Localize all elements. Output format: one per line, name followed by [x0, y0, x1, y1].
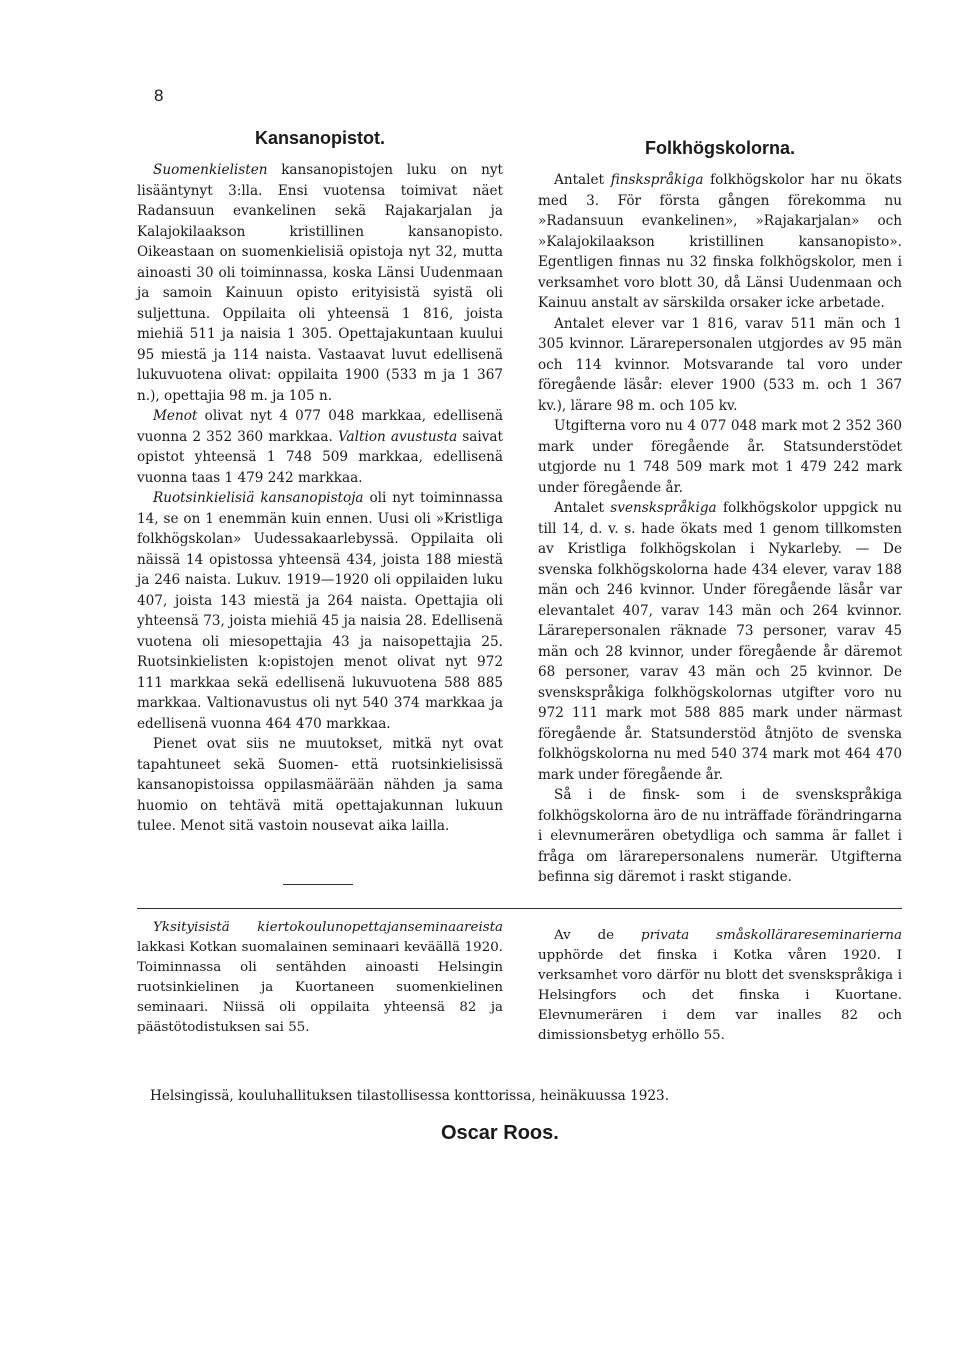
left-footnote: [137, 918, 503, 1038]
text: Antalet: [554, 172, 611, 188]
emphasis: Ruotsinkielisiä kansanopistoja: [153, 490, 364, 506]
text: folkhögskolor uppgick nu till 14, d. v. s. hade ökats med 1 genom tillkomsten av Kristliga folkhögskolan i Nykarleby. — De svenska folkhögskolorna hade 434 elever, varav 188 män och 246 kvinnor. Under föregående läsår var elevantalet 407, varav 143 män och 264 kvinnor. Lärarepersonalen räknade 73 personer, varav 45 män och 28 kvinnor, under föregående år däremot 68 personer, varav 43 män och 25 kvinnor. De svenskspråkiga folkhögskolornas utgifter voro nu 972 111 mark mot 588 885 mark under närmast föregående år. Statsunderstöd åtnjöto de svenska folkhögskolorna nu med 540 374 mark mot 464 470 mark under föregående år.: [538, 500, 902, 783]
emphasis: svenskspråkiga: [610, 500, 717, 516]
right-heading: Folkhögskolorna.: [644, 138, 795, 158]
text: lakkasi Kotkan suomalainen seminaari keväällä 1920. Toiminnassa oli sentähden ainoasti Helsingin ruotsinkielinen ja Kuortaneen suomenkielinen seminaari. Niissä oli oppilaita yhteensä 82 ja päästötodistuksen sai 55.: [137, 940, 503, 1035]
signature: Oscar Roos.: [441, 1122, 559, 1144]
text: olivat nyt 4 077 048 markkaa, edellisenä vuonna 2 352 360 markkaa.: [137, 408, 503, 445]
right-paragraph-5: Så i de finsk- som i de svenskspråkiga folkhögskolorna äro de nu inträffade förändringarna i elevnumerären obetydliga och samma är fallet i fråga om lärarepersonalens numerär. Utgifterna befinna sig däremot i raskt stigande.: [538, 787, 902, 885]
emphasis: finskspråkiga: [610, 172, 704, 188]
section-divider: [283, 884, 353, 885]
right-paragraph-1: [538, 170, 902, 314]
text: oli nyt toiminnassa 14, se on 1 enemmän kuin ennen. Uusi oli »Kristliga folkhögskolan» Uudessakaarlebyssä. Oppilaita oli näissä 14 opistossa yhteensä 434, joista 188 miestä ja 246 naista. Lukuv. 1919—1920 oli oppilaiden luku 407, joista 143 miestä ja 264 naista. Opettajia oli yhteensä 73, joista miehiä 45 ja naisia 28. Edellisenä vuotena oli miesopettajia 43 ja naisopettajia 25. Ruotsinkielisten k:opistojen menot olivat nyt 972 111 markkaa sekä edellisenä lukuvuotena 588 885 markkaa. Valtionavustus oli nyt 540 374 markkaa ja edellisenä vuonna 464 470 markkaa.: [137, 490, 503, 732]
footnote-rule: [137, 908, 902, 909]
left-column: [137, 126, 503, 837]
page-number: 8: [154, 86, 164, 105]
text: upphörde det finska i Kotka våren 1920. I verksamhet voro därför nu blott det svenskspråkiga i Helsingfors och det finska i Kuortane. Elevnumerären i dem var inalles 82 och dimissionsbetyg erhöllo 55.: [538, 948, 902, 1043]
signoff-line: Helsingissä, kouluhallituksen tilastollisessa konttorissa, heinäkuussa 1923.: [150, 1088, 670, 1104]
left-heading: Kansanopistot.: [254, 128, 385, 148]
emphasis: Suomenkielisten: [153, 162, 268, 178]
left-paragraph-2: [137, 406, 503, 488]
right-footnote: [538, 926, 902, 1046]
text: saivat opistot yhteensä 1 748 509 markkaa, edellisenä vuonna taas 1 479 242 markkaa.: [137, 428, 503, 486]
left-footnote-text: [137, 918, 503, 1038]
emphasis: privata småskollärareseminarierna: [641, 928, 902, 943]
emphasis: Yksityisistä kiertokoulunopettajanseminaareista: [153, 920, 503, 935]
text: Antalet: [554, 500, 611, 516]
right-paragraph-2: Antalet elever var 1 816, varav 511 män och 1 305 kvinnor. Lärarepersonalen utgjordes av 95 män och 114 kvinnor. Motsvarande tal voro under föregående läsår: elever 1900 (533 m. och 1 367 kv.), lärare 98 m. och 105 kv.: [538, 315, 902, 414]
left-paragraph-4: Pienet ovat siis ne muutokset, mitkä nyt ovat tapahtuneet sekä Suomen- että ruotsinkielisissä kansanopistoissa oppilasmäärään nähden ja sama huomio on tehtävä mitä opettajakunnan lukuun tulee. Menot sitä vastoin nousevat aika lailla.: [137, 736, 503, 834]
emphasis: Valtion avustusta: [337, 428, 458, 445]
text: folkhögskolor har nu ökats med 3. För första gången förekomma nu »Radansuun evankelinen», »Rajakarjalan» och »Kalajokilaakson kristillinen kansanopisto». Egentligen finnas nu 32 finska folkhögskolor, men i verksamhet voro blott 30, då Länsi Uudenmaan och Kainuu anstalt av särskilda orsaker icke arbetade.: [538, 172, 902, 311]
text: kansanopistojen luku on nyt lisääntynyt 3:lla. Ensi vuotensa toimivat näet Radansuun evankelinen sekä Rajakarjalan ja Kalajokilaakson kristillinen kansanopisto. Oikeastaan on suomenkielisiä opistoja nyt 32, mutta ainoasti 30 oli toiminnassa, koska Länsi Uudenmaan ja samoin Kainuun opisto erityisistä syistä oli suljettuna. Oppilaita oli yhteensä 1 816, joista miehiä 511 ja naisia 1 305. Opettajakuntaan kuului 95 miestä ja 114 naista. Vastaavat luvut edellisenä lukuvuotena olivat: oppilaita 1900 (533 m ja 1 367 n.), opettajia 98 m. ja 105 n.: [137, 162, 503, 404]
emphasis: Menot: [153, 408, 198, 424]
right-paragraph-4: [538, 498, 902, 785]
right-column: [538, 136, 902, 888]
left-paragraph-3: [137, 488, 503, 734]
right-footnote-text: [538, 926, 902, 1046]
left-paragraph-1: [137, 160, 503, 406]
right-paragraph-3: Utgifterna voro nu 4 077 048 mark mot 2 352 360 mark under föregående år. Statsunderstödet utgjorde nu 1 748 509 mark mot 1 479 242 mark under föregående år.: [538, 418, 902, 496]
text: Av de: [554, 928, 642, 943]
